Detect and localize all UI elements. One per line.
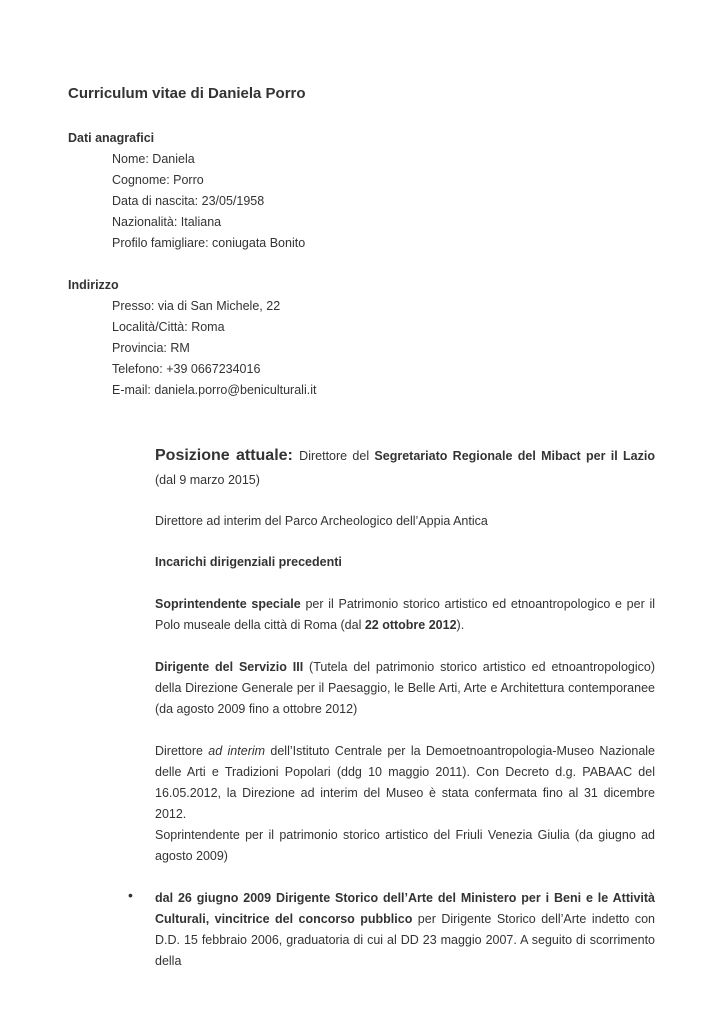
dati-item-cognome: Cognome: Porro bbox=[112, 173, 204, 187]
incarichi-heading: Incarichi dirigenziali precedenti bbox=[155, 555, 342, 569]
posizione-attuale-colon: : bbox=[287, 447, 300, 464]
indirizzo-item-citta: Località/Città: Roma bbox=[112, 320, 225, 334]
friuli-paragraph: Soprintendente per il patrimonio storico artistico del Friuli Venezia Giulia (da giugno ad agosto 2009) bbox=[155, 828, 655, 863]
direttore-interim-text2: dell’Istituto Centrale per la Demoetnoantropologia-Museo Nazionale delle Arti e Tradizioni Popolari (ddg 10 maggio 2011). Con Decreto d.g. PABAAC del 16.05.2012, la Direzione ad interim del Museo è stata confermata fino al 31 dicembre 2012. bbox=[155, 744, 655, 821]
section-heading-dati-anagrafici: Dati anagrafici bbox=[68, 131, 155, 145]
posizione-attuale-label: Posizione attuale bbox=[155, 447, 288, 464]
bullet-icon: • bbox=[128, 887, 133, 903]
posizione-attuale-paragraph bbox=[155, 444, 655, 492]
posizione-text1: Direttore del bbox=[299, 449, 375, 463]
dirigente-paragraph bbox=[155, 657, 655, 720]
dirigente-bold1: Dirigente del Servizio III bbox=[155, 660, 304, 674]
dati-item-data-nascita: Data di nascita: 23/05/1958 bbox=[112, 194, 265, 208]
bullet1-text1: per Dirigente Storico dell’Arte indetto con D.D. 15 febbraio 2006, graduatoria di cui al DD 23 maggio 2007. A seguito di scorrimento della bbox=[155, 912, 655, 968]
soprintendente-paragraph bbox=[155, 594, 655, 636]
indirizzo-item-provincia: Provincia: RM bbox=[112, 341, 190, 355]
appia-paragraph: Direttore ad interim del Parco Archeologico dell’Appia Antica bbox=[155, 514, 488, 528]
indirizzo-item-presso: Presso: via di San Michele, 22 bbox=[112, 299, 281, 313]
document-title: Curriculum vitae di Daniela Porro bbox=[68, 85, 306, 102]
bullet1-bold1: dal 26 giugno 2009 Dirigente Storico dell’Arte del Ministero per i Beni e le Attività Culturali, vincitrice del concorso pubblico bbox=[155, 891, 655, 926]
indirizzo-item-telefono: Telefono: +39 0667234016 bbox=[112, 362, 261, 376]
direttore-interim-paragraph bbox=[155, 741, 655, 825]
section-heading-indirizzo: Indirizzo bbox=[68, 278, 119, 292]
posizione-text2: (dal 9 marzo 2015) bbox=[155, 473, 260, 487]
dirigente-text1: (Tutela del patrimonio storico artistico ed etnoantropologico) della Direzione Generale per il Paesaggio, le Belle Arti, Arte e Architettura contemporanee (da agosto 2009 fino a ottobre 2012) bbox=[155, 660, 655, 716]
dati-item-profilo: Profilo famigliare: coniugata Bonito bbox=[112, 236, 306, 250]
posizione-bold1: Segretariato Regionale del Mibact per il Lazio bbox=[374, 449, 655, 463]
indirizzo-item-email: E-mail: daniela.porro@beniculturali.it bbox=[112, 383, 317, 397]
soprintendente-bold2: 22 ottobre 2012 bbox=[364, 618, 457, 632]
soprintendente-text1: per il Patrimonio storico artistico ed etnoantropologico e per il Polo museale della città di Roma (dal bbox=[155, 597, 656, 632]
soprintendente-text2: ). bbox=[456, 618, 465, 632]
direttore-interim-text1: Direttore bbox=[155, 744, 209, 758]
dati-item-nome: Nome: Daniela bbox=[112, 152, 195, 166]
direttore-interim-italic: ad interim bbox=[208, 744, 266, 758]
bullet1-paragraph bbox=[155, 888, 655, 972]
dati-item-nazionalita: Nazionalità: Italiana bbox=[112, 215, 222, 229]
soprintendente-bold1: Soprintendente speciale bbox=[155, 597, 301, 611]
